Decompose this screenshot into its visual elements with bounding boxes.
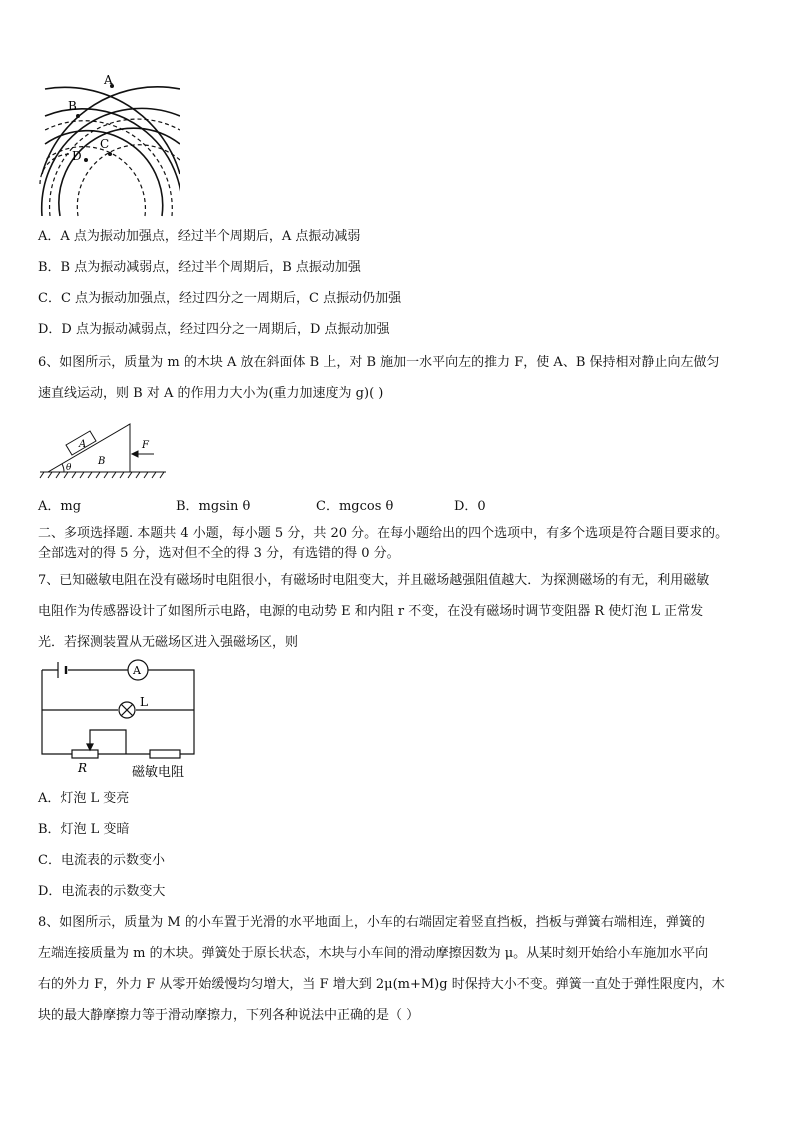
wave-crest-arc	[59, 128, 180, 216]
point-c-label: C	[100, 137, 110, 151]
q7-stem-line2: 电阻作为传感器设计了如图所示电路，电源的电动势 E 和内阻 r 不变，在没有磁场时调节变阻器 R 使灯泡 L 正常发	[38, 604, 704, 619]
q6-option-a: A．mg	[38, 499, 82, 514]
rheostat-label: R	[78, 761, 88, 775]
q8-stem-line1: 8、如图所示，质量为 M 的小车置于光滑的水平地面上，小车的右端固定着竖直挡板，挡板与弹簧右端相连，弹簧的	[38, 915, 705, 930]
q7-stem-line1: 7、已知磁敏电阻在没有磁场时电阻很小，有磁场时电阻变大，并且磁场越强阻值越大．为探测磁场的有无，利用磁敏	[38, 573, 710, 588]
q8-stem-line2: 左端连接质量为 m 的木块。弹簧处于原长状态，木块与小车间的滑动摩擦因数为 μ。从某时刻开始给小车施加水平向	[38, 946, 709, 961]
q7-option-c: C．电流表的示数变小	[38, 853, 165, 868]
q5-option-c: C．C 点为振动加强点，经过四分之一周期后，C 点振动仍加强	[38, 291, 402, 306]
q6-stem-line1: 6、如图所示，质量为 m 的木块 A 放在斜面体 B 上，对 B 施加一水平向左的推力 F，使 A、B 保持相对静止向左做匀	[38, 355, 720, 370]
magnetoresistor-label: 磁敏电阻	[132, 765, 185, 780]
q6-option-b: B．mgsin θ	[176, 499, 251, 514]
wave-trough-arc	[45, 147, 145, 216]
circuit-figure	[38, 658, 208, 780]
circuit-wire	[42, 670, 194, 754]
point-b-label: B	[68, 99, 77, 113]
q7-option-b: B．灯泡 L 变暗	[38, 822, 130, 837]
q8-stem-line3: 右的外力 F，外力 F 从零开始缓慢均匀增大，当 F 增大到 2μ(m+M)g 时保持大小不变。弹簧一直处于弹性限度内，木	[38, 977, 725, 992]
q7-option-d: D．电流表的示数变大	[38, 884, 166, 899]
point-d-label: D	[72, 149, 82, 163]
wave-interference-figure	[30, 74, 180, 220]
q7-stem-line3: 光．若探测装置从无磁场区进入强磁场区，则	[38, 635, 299, 650]
q6-option-d: D．0	[454, 499, 486, 514]
point-c-dot	[108, 152, 112, 156]
point-b-dot	[76, 114, 80, 118]
magnetoresistor-box	[150, 750, 180, 758]
block-b-label: B	[98, 456, 106, 467]
section2-instructions-line2: 全部选对的得 5 分，选对但不全的得 3 分，有选错的得 0 分。	[38, 546, 400, 561]
incline-figure	[38, 420, 168, 482]
point-d-dot	[84, 158, 88, 162]
theta-label: θ	[66, 463, 72, 473]
angle-arc	[62, 464, 64, 472]
q6-stem-line2: 速直线运动，则 B 对 A 的作用力大小为(重力加速度为 g)( )	[38, 386, 384, 401]
q5-option-a: A．A 点为振动加强点，经过半个周期后，A 点振动减弱	[38, 229, 361, 244]
ground-hatch	[40, 472, 164, 478]
force-label: F	[142, 440, 149, 451]
q6-option-c: C．mgcos θ	[316, 499, 394, 514]
wave-trough-arc	[77, 145, 180, 216]
q5-option-b: B．B 点为振动减弱点，经过半个周期后，B 点振动加强	[38, 260, 361, 275]
wave-crest-arc	[45, 109, 180, 216]
rheostat-box	[72, 750, 98, 758]
q8-stem-line4: 块的最大静摩擦力等于滑动摩擦力，下列各种说法中正确的是（ ）	[38, 1008, 420, 1023]
point-a-label: A	[104, 74, 113, 87]
block-a-label: A	[79, 439, 87, 450]
lamp-label: L	[140, 695, 148, 709]
q7-option-a: A．灯泡 L 变亮	[38, 791, 130, 806]
section2-instructions-line1: 二、多项选择题. 本题共 4 小题，每小题 5 分，共 20 分。在每小题给出的四个选项中，有多个选项是符合题目要求的。	[38, 526, 729, 541]
q5-option-d: D．D 点为振动减弱点，经过四分之一周期后，D 点振动加强	[38, 322, 390, 337]
wave-trough-arc	[40, 154, 70, 184]
ammeter-label: A	[133, 664, 141, 677]
